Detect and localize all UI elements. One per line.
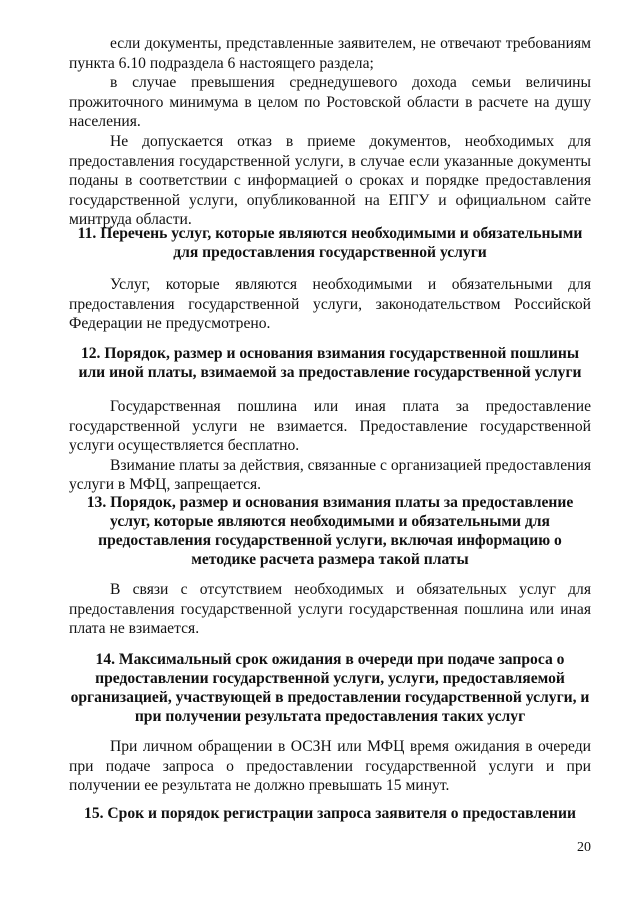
section-heading: 13. Порядок, размер и основания взимания платы за предоставление услуг, которые являются необходимыми и обязательными для предоставления государственной услуги, включая информацию о методике расчета размера такой платы	[86, 494, 574, 568]
section-13	[69, 493, 591, 569]
paragraph: в случае превышения среднедушевого дохода семьи величины прожиточного минимума в целом по Ростовской области в расчете на душу населения.	[69, 74, 591, 131]
paragraph: если документы, представленные заявителем, не отвечают требованиям пункта 6.10 подраздела 6 настоящего раздела;	[69, 35, 591, 72]
paragraph: При личном обращении в ОСЗН или МФЦ время ожидания в очереди при подаче запроса о предоставлении государственной услуги и при получении ее результата не должно превышать 15 минут.	[69, 738, 591, 795]
section-14-body	[69, 737, 591, 796]
section-heading: 15. Срок и порядок регистрации запроса заявителя о предоставлении	[84, 805, 576, 822]
section-15	[69, 804, 591, 823]
paragraph: Не допускается отказ в приеме документов, необходимых для предоставления государственной услуги, в случае если указанные документы поданы в соответствии с информацией о сроках и порядке предоставления государственной услуги, опубликованной на ЕПГУ и официальном сайте минтруда области.	[69, 132, 591, 229]
section-11	[69, 224, 591, 262]
section-12	[69, 344, 591, 382]
section-heading: 12. Порядок, размер и основания взимания государственной пошлины или иной платы, взимаемой за предоставление государственной услуги	[78, 345, 582, 381]
paragraph: Услуг, которые являются необходимыми и обязательными для предоставления государственной услуги, законодательством Российской Федерации не предусмотрено.	[69, 276, 591, 333]
section-12-body	[69, 397, 591, 495]
paragraph: Взимание платы за действия, связанные с организацией предоставления услуги в МФЦ, запрещается.	[69, 456, 591, 494]
page-number: 20	[577, 840, 591, 855]
section-14	[69, 650, 591, 726]
section-heading: 14. Максимальный срок ожидания в очереди при подаче запроса о предоставлении государственной услуги, услуги, предоставляемой организацией, участвующей в предоставлении государственной услуги, и при получении результата предоставления таких услуг	[70, 651, 590, 725]
section-13-body	[69, 580, 591, 639]
paragraph: В связи с отсутствием необходимых и обязательных услуг для предоставления государственной услуги государственная пошлина или иная плата не взимается.	[69, 581, 591, 638]
intro-block	[69, 34, 591, 230]
paragraph: Государственная пошлина или иная плата за предоставление государственной услуги не взимается. Предоставление государственной услуги осуществляется бесплатно.	[69, 398, 591, 455]
section-11-body	[69, 275, 591, 334]
section-heading: 11. Перечень услуг, которые являются необходимыми и обязательными для предоставления государственной услуги	[77, 225, 583, 261]
